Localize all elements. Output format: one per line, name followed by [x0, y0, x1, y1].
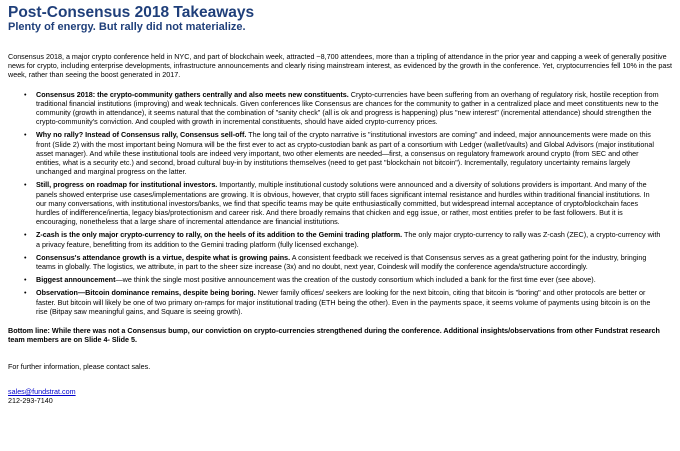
bullet-dot-icon: •: [24, 130, 27, 140]
bullet-item: [24, 230, 672, 249]
bullet-lead: Biggest announcement: [36, 275, 116, 285]
bullet-item: [24, 288, 672, 316]
further-info: For further information, please contact sales.: [8, 362, 151, 372]
bullet-body: Newer family offices/ seekers are looking for the next bitcoin, citing that bitcoin is "boring" and other protocols are better or faster. But bitcoin will likely be one of two primary on-ramps for major institutional trading (ETH being the other). Even in the payments space, it seems volume of payments using bitcoin is on the rise (Bitpay saw meaningful gains, and Square is seeing growth).: [36, 288, 651, 316]
takeaways-list: [8, 90, 672, 316]
bullet-item: [24, 275, 672, 285]
bullet-lead: Still, progress on roadmap for institutional investors.: [36, 180, 218, 190]
bullet-body: Importantly, multiple institutional custody solutions were announced and a diversity of solutions providers is important. And many of the panels showed enterprise use cases/implementations are growing. It is obvious, however, that crypto still faces significant internal resistance and hurdles within traditional financial institutions. In our many conversations, with institutional investors/banks, we find that specific teams may be quite enthusiastically committed, but widespread internal acceptance of crypto/blockchain faces hurdles of indifference/inertia, legacy bias/protectionism and career risk. And there broadly remains that chicken and egg issue, or rather, most entities prefer to be fast followers. But it is encouraging, nonetheless that a large share of incremental attendance are financial institutions.: [36, 180, 650, 227]
sales-phone: 212-293-7140: [8, 395, 53, 405]
bullet-body: The only major crypto-currency to rally was Z-cash (ZEC), a crypto-currency with a privacy feature, benefitting from its addition to the Gemini trading platform (fully licensed exchange).: [36, 230, 661, 249]
bullet-dot-icon: •: [24, 89, 27, 99]
bullet-lead: Consensus's attendance growth is a virtue, despite what is growing pains.: [36, 252, 291, 262]
intro-paragraph: Consensus 2018, a major crypto conference held in NYC, and part of blockchain week, attracted ~8,700 attendees, more than a tripling of attendance in the prior year and capping a week of generally positive news for crypto, including enterprise developments, infrastructure announcements and clearly rising mainstream interest, as evidenced by the growth in the conference. Yet, cryptocurrencies fell 10% in the past week, rather than seeing the boost generated in 2017.: [8, 52, 672, 80]
page-subtitle: Plenty of energy. But rally did not materialize.: [8, 21, 246, 33]
bullet-lead: Why no rally? Instead of Consensus rally, Consensus sell-off.: [36, 130, 247, 140]
bottom-line: Bottom line: While there was not a Consensus bump, our conviction on crypto-currencies strengthened during the conference. Additional insights/observations from other Fundstrat research team members are on Slide 4- Slide 5.: [8, 326, 660, 345]
bullet-body: Crypto-currencies have been suffering from an overhang of regulatory risk, hostile reception from traditional financial institutions (improving) and weak technicals. Given conferences like Consensus are chances for the community to gather in a centralized place and meet constituents new to the community (growth in attendance), it seems natural that the combination of "sanity check" (all is ok and progress is happening) plus "new interest" (incremental attendance) should strengthen the crypto-community's conviction. And coupled with growth in incremental constituents, should have aided crypto-currency prices.: [36, 89, 659, 127]
bullet-item: [24, 130, 672, 177]
bullet-lead: Consensus 2018: the crypto-community gathers centrally and also meets new constituents.: [36, 89, 349, 99]
sales-email-link[interactable]: sales@fundstrat.com: [8, 386, 76, 396]
bullet-dot-icon: •: [24, 230, 27, 240]
bullet-lead: Z-cash is the only major crypto-currency to rally, on the heels of its addition to the Gemini trading platform.: [36, 230, 403, 240]
bullet-dot-icon: •: [24, 180, 27, 190]
bullet-body: The long tail of the crypto narrative is "institutional investors are coming" and indeed, major announcements were made on this front (Slide 2) with the most important being Nomura will be the first ever to act as crypto-custodian bank as part of a consortium with Ledger (wallet/vaults) and Global Advisors (major institutional asset manager). And while these institutional tools are indeed very important, two other elements are needed—first, a consensus on regulatory framework around crypto (from SEC and other entities, what is a security etc.) and second, broad cultural buy-in by institutions themselves (need to get past "blockchain not bitcoin"). Incrementally, regulatory uncertainty remains largely unchanged and marginal progress on the latter.: [36, 130, 655, 177]
bullet-dot-icon: •: [24, 288, 27, 298]
bullet-body: A consistent feedback we received is that Consensus serves as a great gathering point for the industry, bringing teams in globally. The logistics, we attribute, in part to the sheer size increase (3x) and no doubt, next year, Coindesk will modify the conference agenda/structure accordingly.: [36, 252, 647, 272]
bullet-item: [24, 89, 672, 127]
bullet-item: [24, 180, 672, 227]
bullet-dot-icon: •: [24, 275, 27, 285]
bullet-dot-icon: •: [24, 252, 27, 262]
bullet-body: —we think the single most positive announcement was the creation of the custody consortium which included a bank for the first time ever (see above).: [115, 275, 596, 285]
bullet-item: [24, 252, 672, 272]
page-title: Post-Consensus 2018 Takeaways: [8, 4, 255, 21]
bullet-lead: Observation—Bitcoin dominance remains, despite being boring.: [36, 288, 256, 298]
